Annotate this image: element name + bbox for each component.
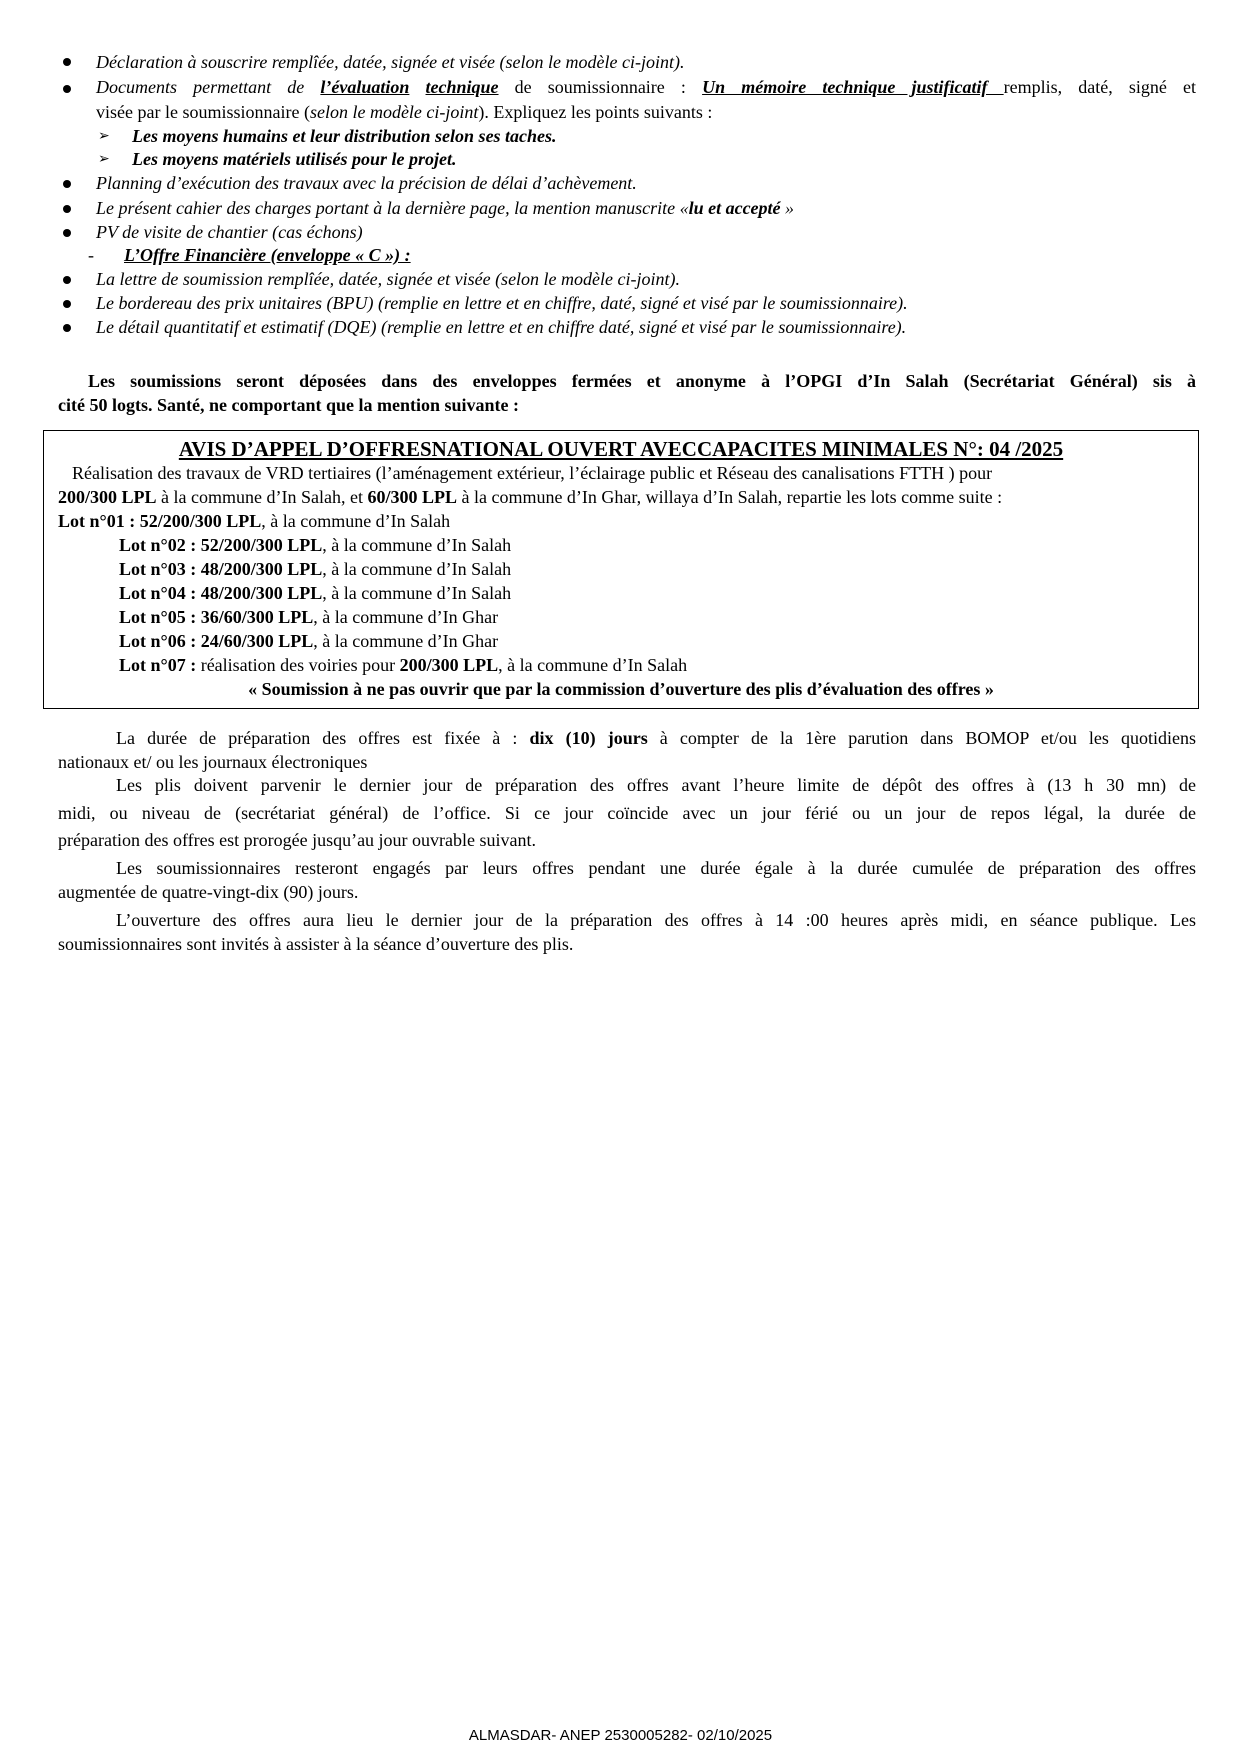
- tender-notice-closing: [43, 677, 1199, 701]
- text: dix (10) jours: [529, 728, 648, 748]
- text: Les moyens matériels utilisés pour le projet.: [132, 149, 457, 169]
- text: « Soumission à ne pas ouvrir que par la commission d’ouverture des plis d’évaluation des offres »: [248, 679, 994, 699]
- bullet-dot: [63, 300, 71, 308]
- bullet-planning: Planning d’exécution des travaux avec la précision de délai d’achèvement.: [96, 173, 637, 193]
- text: , à la commune d’In Salah: [322, 583, 512, 603]
- text: technique: [425, 77, 499, 97]
- para-engagement-line-2: augmentée de quatre-vingt-dix (90) jours.: [58, 882, 359, 902]
- bullet-dot: [63, 229, 71, 237]
- dash-marker: -: [88, 245, 94, 265]
- text: visée par le soumissionnaire (: [96, 102, 310, 122]
- sub-bullet-human-means: [132, 124, 557, 148]
- text: , à la commune d’In Salah: [261, 511, 451, 531]
- para-plis-line-2: midi, ou niveau de (secrétariat général) de l’office. Si ce jour coïncide avec un jour férié ou un jour de repos légal, la durée de: [58, 803, 1196, 823]
- text: remplis, daté, signé et: [1003, 77, 1197, 97]
- deposit-line-2: [58, 393, 519, 417]
- text: à la commune d’In Salah, et: [156, 487, 368, 507]
- para-plis-line-1: Les plis doivent parvenir le dernier jour de préparation des offres avant l’heure limite de dépôt des offres à (13 h 30 mn) de: [116, 775, 1196, 795]
- text: La durée de préparation des offres est fixée à :: [116, 728, 530, 748]
- bullet-dot: [63, 276, 71, 284]
- para-duration-line-1: [116, 726, 1196, 750]
- bullet-cahier-charges: [96, 196, 794, 220]
- para-duration-line-2: nationaux et/ ou les journaux électroniques: [58, 752, 368, 772]
- text: , à la commune d’In Salah: [498, 655, 688, 675]
- tender-notice-title: [43, 437, 1199, 461]
- bullet-lettre-soumission: La lettre de soumission remplîée, datée, signée et visée (selon le modèle ci-joint).: [96, 269, 681, 289]
- text: »: [780, 198, 795, 218]
- bullet-dot: [63, 324, 71, 332]
- tender-notice-desc-1: Réalisation des travaux de VRD tertiaires (l’aménagement extérieur, l’éclairage public et Réseau des canalisations FTTH ) pour: [72, 463, 993, 483]
- lot-line: [58, 509, 450, 533]
- arrow-bullet-icon: ➢: [98, 151, 110, 167]
- text: Les soumissions seront déposées dans des enveloppes fermées et anonyme à l’OPGI d’In Salah (Secrétariat Général) sis à: [88, 371, 1196, 391]
- text: Lot n°05 : 36/60/300 LPL: [119, 607, 314, 627]
- text: , à la commune d’In Salah: [322, 559, 512, 579]
- text: à compter de la 1ère parution dans BOMOP et/ou les quotidiens: [647, 728, 1197, 748]
- sub-bullet-material-means: [132, 147, 457, 171]
- para-plis-line-3: préparation des offres est prorogée jusqu’au jour ouvrable suivant.: [58, 830, 537, 850]
- text: Documents permettant de: [96, 77, 321, 97]
- bullet-bpu: Le bordereau des prix unitaires (BPU) (remplie en lettre et en chiffre, daté, signé et visé par le soumissionnaire).: [96, 293, 908, 313]
- bullet-pv-visite: PV de visite de chantier (cas échons): [96, 222, 363, 242]
- financial-offer-heading: [124, 243, 411, 267]
- lot-line: [119, 533, 511, 557]
- text: Lot n°07 :: [119, 655, 197, 675]
- text: Lot n°03 : 48/200/300 LPL: [119, 559, 323, 579]
- text: de soumissionnaire :: [498, 77, 703, 97]
- para-engagement-line-1: Les soumissionnaires resteront engagés par leurs offres pendant une durée égale à la durée cumulée de préparation des offres: [116, 858, 1196, 878]
- bullet-dot: [63, 85, 71, 93]
- text: réalisation des voiries pour: [196, 655, 400, 675]
- lot-line: [119, 629, 498, 653]
- text: cité 50 logts. Santé, ne comportant que la mention suivante :: [58, 395, 519, 415]
- lot-line: [119, 581, 511, 605]
- text: Le présent cahier des charges portant à la dernière page, la mention manuscrite «: [96, 198, 689, 218]
- para-opening-line-1: L’ouverture des offres aura lieu le dernier jour de la préparation des offres à 14 :00 heures après midi, en séance publique. Les: [116, 910, 1196, 930]
- text: AVIS D’APPEL D’OFFRESNATIONAL OUVERT AVECCAPACITES MINIMALES N°: 04 /2025: [178, 437, 1064, 461]
- bullet-dot: [63, 205, 71, 213]
- bullet-dot: [63, 58, 71, 66]
- text: , à la commune d’In Ghar: [313, 631, 499, 651]
- bullet-dqe: Le détail quantitatif et estimatif (DQE) (remplie en lettre et en chiffre daté, signé et visé par le soumissionnaire).: [96, 317, 907, 337]
- text: 200/300 LPL: [58, 487, 157, 507]
- text: Les moyens humains et leur distribution selon ses taches.: [132, 126, 557, 146]
- bullet-technical-docs: [96, 75, 1196, 99]
- para-opening-line-2: soumissionnaires sont invités à assister à la séance d’ouverture des plis.: [58, 934, 574, 954]
- text: Un mémoire technique justificatif: [702, 77, 1004, 97]
- footer-reference: ALMASDAR- ANEP 2530005282- 02/10/2025: [468, 1727, 773, 1744]
- text: Lot n°06 : 24/60/300 LPL: [119, 631, 314, 651]
- bullet-declaration: Déclaration à souscrire remplîée, datée, signée et visée (selon le modèle ci-joint).: [96, 52, 685, 72]
- text: 60/300 LPL: [367, 487, 457, 507]
- text: Lot n°04 : 48/200/300 LPL: [119, 583, 323, 603]
- text: à la commune d’In Ghar, willaya d’In Salah, repartie les lots comme suite :: [456, 487, 1003, 507]
- text: ). Expliquez les points suivants :: [478, 102, 713, 122]
- text: Lot n°02 : 52/200/300 LPL: [119, 535, 323, 555]
- text: l’évaluation: [320, 77, 410, 97]
- tender-notice-desc-2: [58, 485, 1002, 509]
- bullet-dot: [63, 180, 71, 188]
- text: selon le modèle ci-joint: [309, 102, 479, 122]
- text: , à la commune d’In Ghar: [313, 607, 499, 627]
- text: 200/300 LPL: [399, 655, 499, 675]
- deposit-line-1: [88, 369, 1196, 393]
- arrow-bullet-icon: ➢: [98, 128, 110, 144]
- lot-line: [119, 605, 498, 629]
- text: L’Offre Financière (enveloppe « C ») :: [124, 245, 411, 265]
- text: , à la commune d’In Salah: [322, 535, 512, 555]
- lot-line-7: [119, 653, 687, 677]
- text: Lot n°01 : 52/200/300 LPL: [58, 511, 262, 531]
- bullet-technical-docs-cont: [96, 100, 712, 124]
- text: lu et accepté: [688, 198, 781, 218]
- lot-line: [119, 557, 511, 581]
